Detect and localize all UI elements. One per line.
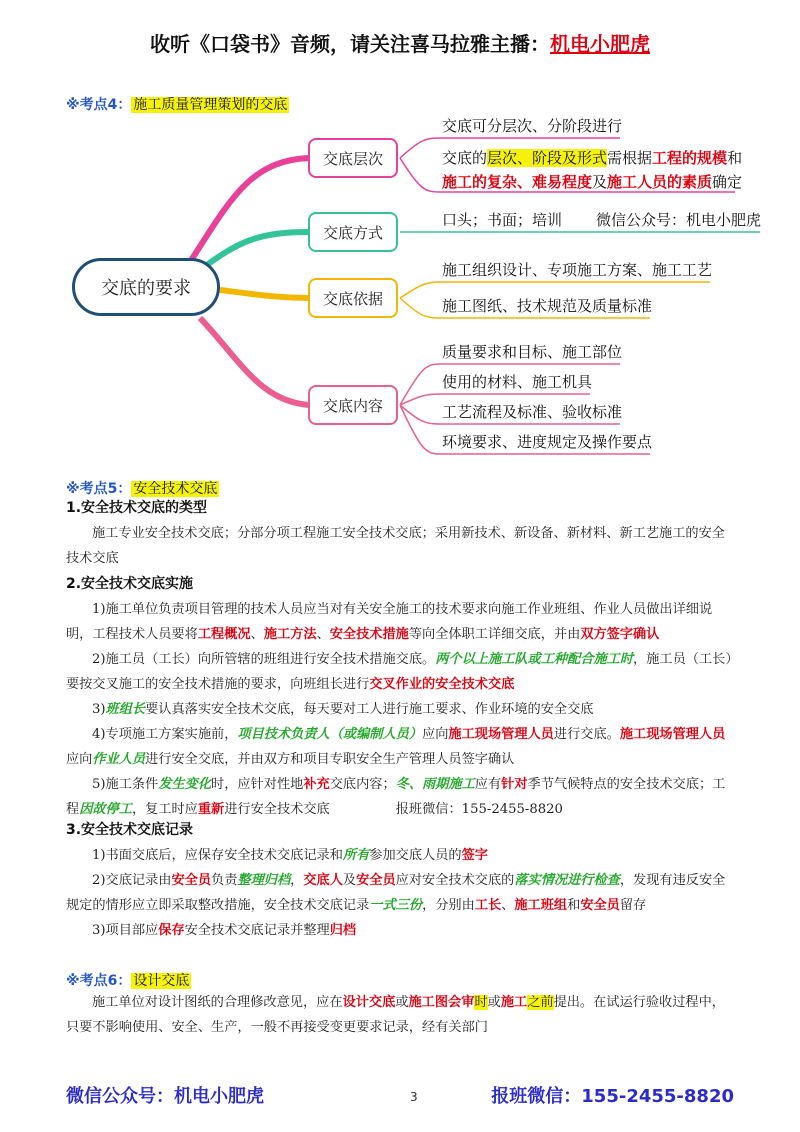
kp6-heading bbox=[66, 970, 191, 990]
connector-neirong bbox=[200, 318, 310, 405]
s1-text: 施工专业安全技术交底；分部分项工程施工安全技术交底；采用新技术、新设备、新材料、新工艺施工的安全技术交底 bbox=[66, 526, 725, 566]
page-number: 3 bbox=[410, 1090, 418, 1104]
kp4-label: ※考点4： bbox=[66, 97, 132, 113]
leaf-ceng-1: 交底可分层次、分阶段进行 bbox=[442, 117, 623, 135]
s4-text: 施工单位对设计图纸的合理修改意见，应在设计交底或施工图会审时或施工之前提出。在试运行验收过程中，只要不影响使用、安全、生产，一般不再接受变更要求记录，经有关部门 bbox=[66, 995, 725, 1035]
s2-heading: 2.安全技术交底实施 bbox=[66, 576, 194, 592]
s3-heading: 3.安全技术交底记录 bbox=[66, 822, 194, 838]
s2-p5: 5)施工条件发生变化时，应针对性地补充交底内容；冬、雨期施工应有针对季节气候特点的安全技术交底；工程因故停工，复工时应重新进行安全技术交底 报班微信：155-2455-8820 bbox=[66, 772, 734, 822]
leaf-ceng-2: 交底的层次、阶段及形式需根据工程的规模和 施工的复杂、难易程度及施工人员的素质确定 bbox=[442, 149, 743, 191]
connector-ceng bbox=[190, 158, 310, 262]
kp5-heading bbox=[66, 478, 219, 498]
mindmap-connectors bbox=[0, 0, 800, 480]
footer-contact[interactable]: 报班微信：155-2455-8820 bbox=[491, 1086, 734, 1107]
s2-p1: 1)施工单位负责项目管理的技术人员应当对有关安全施工的技术要求向施工作业班组、作业人员做出详细说明，工程技术人员要将工程概况、施工方法、安全技术措施等向全体职工详细交底，并由双方签字确认 bbox=[66, 602, 713, 642]
header-host[interactable]: 机电小肥虎 bbox=[550, 32, 650, 56]
kp6-title: 设计交底 bbox=[133, 973, 190, 989]
leaf-fangshi-2: 微信公众号：机电小肥虎 bbox=[596, 211, 762, 229]
s2-p3: 3)班组长要认真落实安全技术交底，每天要对工人进行施工要求、作业环境的安全交底 bbox=[92, 702, 594, 717]
kp6-label: ※考点6： bbox=[66, 973, 132, 989]
s2-p2: 2)施工员（工长）向所管辖的班组进行安全技术措施交底。两个以上施工队或工种配合施工时，施工员（工长）要按交叉施工的安全技术措施的要求，向班组长进行交叉作业的安全技术交底 bbox=[66, 652, 732, 692]
leaf-fangshi-1: 口头；书面；培训 bbox=[442, 211, 563, 229]
s1-heading: 1.安全技术交底的类型 bbox=[66, 500, 208, 516]
section-records bbox=[66, 818, 734, 943]
connector-yiju bbox=[220, 290, 310, 298]
s3-p3: 3)项目部应保存安全技术交底记录并整理归档 bbox=[92, 923, 357, 938]
footer-wechat[interactable]: 微信公众号：机电小肥虎 bbox=[66, 1086, 264, 1107]
section-design bbox=[66, 990, 734, 1040]
leaf-neirong-4: 环境要求、进度规定及操作要点 bbox=[442, 433, 653, 451]
contact-inline: 报班微信：155-2455-8820 bbox=[395, 802, 563, 817]
connector-fangshi bbox=[200, 232, 310, 270]
s3-p1: 1)书面交底后，应保存安全技术交底记录和所有参加交底人员的签字 bbox=[92, 848, 488, 863]
leaf-neirong-1: 质量要求和目标、施工部位 bbox=[442, 343, 623, 361]
s2-p4: 4)专项施工方案实施前，项目技术负责人（或编制人员）应向施工现场管理人员进行交底。施工现场管理人员应向作业人员进行安全交底，并由双方和项目专职安全生产管理人员签字确认 bbox=[66, 727, 726, 767]
node-yiju: 交底依据 bbox=[308, 278, 398, 318]
node-ceng: 交底层次 bbox=[308, 138, 398, 178]
node-fangshi: 交底方式 bbox=[308, 212, 398, 252]
leaf-yiju-2: 施工图纸、技术规范及质量标准 bbox=[442, 297, 653, 315]
section-implementation bbox=[66, 572, 734, 822]
s3-p2: 2)交底记录由安全员负责整理归档，交底人及安全员应对安全技术交底的落实情况进行检查，发现有违反安全规定的情形应立即采取整改措施，安全技术交底记录一式三份，分别由工长、施工班组和安全员留存 bbox=[66, 873, 726, 913]
node-neirong: 交底内容 bbox=[308, 385, 398, 425]
mindmap-center: 交底的要求 bbox=[72, 258, 220, 316]
kp5-label: ※考点5： bbox=[66, 481, 132, 497]
leaf-yiju-1: 施工组织设计、专项施工方案、施工工艺 bbox=[442, 261, 713, 279]
header-text: 收听《口袋书》音频，请关注喜马拉雅主播： bbox=[150, 32, 550, 56]
leaf-neirong-3: 工艺流程及标准、验收标准 bbox=[442, 403, 623, 421]
kp4-title: 施工质量管理策划的交底 bbox=[133, 97, 288, 113]
leaf-neirong-2: 使用的材料、施工机具 bbox=[442, 373, 593, 391]
section-types bbox=[66, 496, 734, 571]
kp5-title: 安全技术交底 bbox=[133, 481, 218, 497]
